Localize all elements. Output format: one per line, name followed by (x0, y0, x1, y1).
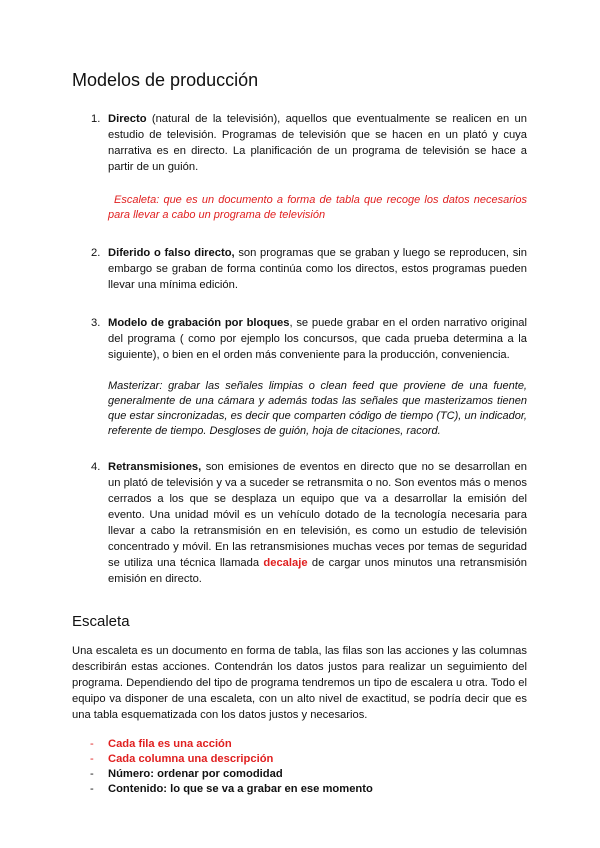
list-number: 4. (91, 461, 101, 473)
list-number: 1. (91, 113, 101, 125)
escaleta-bullet-list (72, 737, 527, 797)
dash-mark: - (90, 768, 94, 780)
note-masterizar-block (72, 379, 527, 439)
term-bloques: Modelo de grabación por bloques (108, 317, 290, 329)
note-escaleta: Escaleta: que es un documento a forma de tabla que recoge los datos necesarios para llevar a cabo un programa de televisión (108, 194, 527, 221)
document-page (72, 70, 527, 797)
highlight-decalaje: decalaje (263, 557, 308, 569)
list-number: 3. (91, 317, 101, 329)
section-heading-escaleta: Escaleta (72, 613, 130, 630)
term-directo: Directo (108, 113, 147, 125)
dash-mark: - (90, 753, 94, 765)
note-masterizar: Masterizar: grabar las señales limpias o clean feed que proviene de una fuente, generalmente de una cámara y además todas las señales que masterizamos tienen que estar sincronizadas, es decir que comparten código de tiempo (TC), un indicador, referente de tiempo. Desgloses de guión, hoja de citaciones, racord. (108, 380, 527, 437)
note-escaleta-block (72, 193, 527, 223)
list-item-directo (72, 111, 527, 175)
bullet-item: - Cada fila es una acción (90, 738, 232, 750)
bullet-item: - Cada columna una descripción (90, 753, 274, 765)
item-text: (natural de la televisión), aquellos que eventualmente se realicen en un estudio de televisión. Programas de televisión que se hacen en un plató y cuya narrativa es en directo. La planificación de un programa de televisión se hace a partir de un guión. (108, 113, 527, 173)
term-retransmisiones: Retransmisiones, (108, 461, 202, 473)
list-item-bloques (72, 315, 527, 363)
term-diferido: Diferido o falso directo, (108, 247, 235, 259)
item-text: son programas que se graban y luego se reproducen, sin embargo se graban de forma continúa como los directos, estos programas pueden llevar una mínima edición. (108, 247, 527, 291)
dash-mark: - (90, 783, 94, 795)
section-heading-modelos: Modelos de producción (72, 70, 259, 90)
list-item-diferido (72, 245, 527, 293)
list-number: 2. (91, 247, 101, 259)
bullet-item: - Número: ordenar por comodidad (90, 768, 283, 780)
escaleta-paragraph: Una escaleta es un documento en forma de tabla, las filas son las acciones y las columnas describirán estas acciones. Contendrán los datos justos para realizar un seguimiento del programa. Dependiendo del tipo de programa tendremos un tipo de escalera u otra. Todo el equipo va disponer de una escaleta, con un alto nivel de exactitud, se podría decir que es una tabla esquematizada con los datos justos y necesarios. (72, 645, 527, 721)
item-text: son emisiones de eventos en directo que no se desarrollan en un plató de televisión y va a suceder se retransmita o no. Son eventos más o menos cerrados a los que se desplaza un equipo que va a desarrollar la emisión del evento. Una unidad móvil es un vehículo dotado de la tecnología necesaria para llevar a cabo la retransmisión en en televisión, es como un estudio de televisión concentrado y móvil. En las retransmisiones muchas veces por temas de seguridad se utiliza una técnica llamada (108, 461, 527, 569)
item-text: de cargar unos minutos una retransmisión emisión en directo. (108, 557, 527, 585)
bullet-item: - Contenido: lo que se va a grabar en ese momento (90, 783, 373, 795)
item-text: , se puede grabar en el orden narrativo original del programa ( como por ejemplo los concursos, que cada prueba determina a la siguiente), o bien en el orden más conveniente para la producción, conveniencia. (108, 317, 528, 361)
list-item-retransmisiones (72, 459, 527, 587)
dash-mark: - (90, 738, 94, 750)
